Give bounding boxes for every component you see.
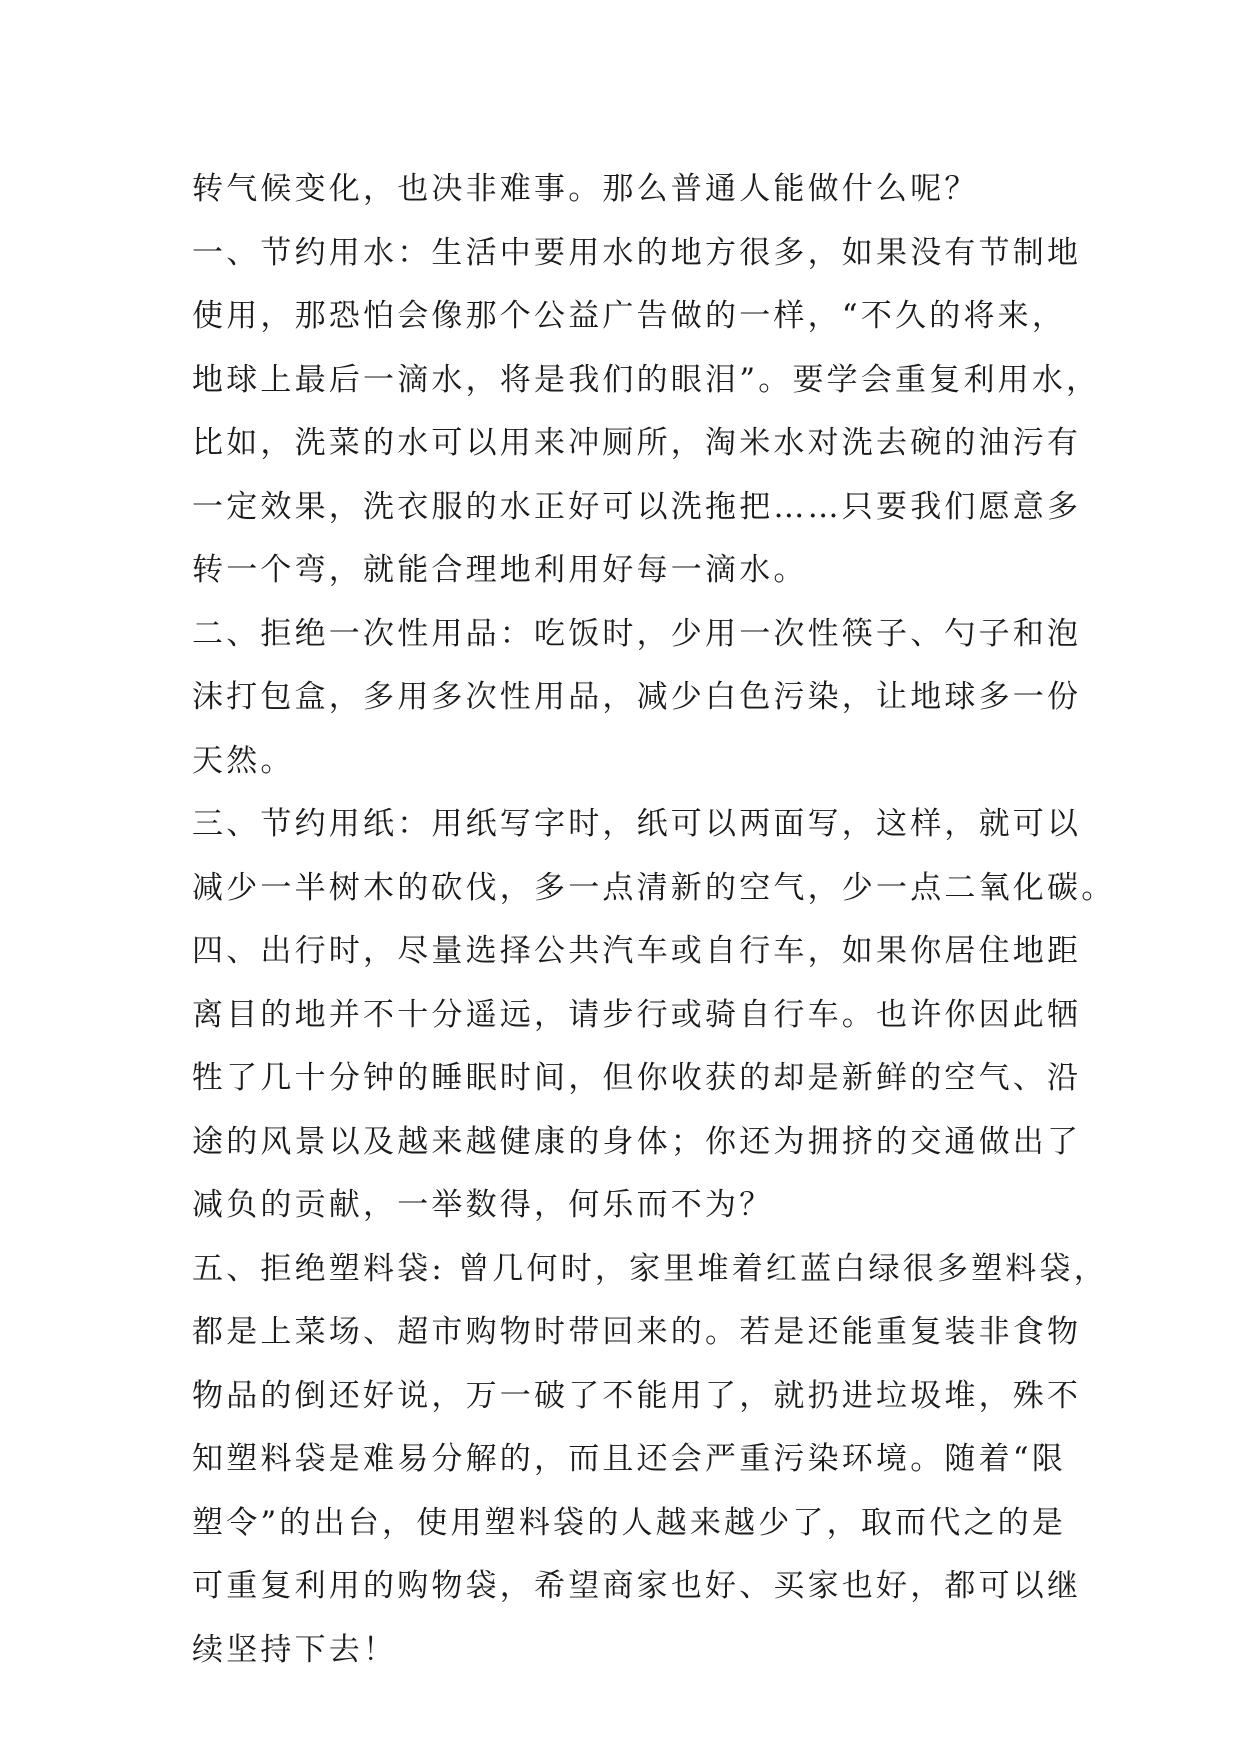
text-line: 都是上菜场、超市购物时带回来的。若是还能重复装非食物 (192, 1314, 1082, 1350)
text-line: 知塑料袋是难易分解的，而且还会严重污染环境。随着“限 (192, 1441, 1067, 1477)
text-line: 可重复利用的购物袋，希望商家也好、买家也好，都可以继 (192, 1568, 1082, 1604)
text-line: 转气候变化，也决非难事。那么普通人能做什么呢？ (192, 171, 979, 207)
text-line: 一、节约用水：生活中要用水的地方很多，如果没有节制地 (192, 234, 1082, 271)
text-line: 塑令”的出台，使用塑料袋的人越来越少了，取而代之的是 (192, 1504, 1067, 1541)
text-line: 二、拒绝一次性用品：吃饭时，少用一次性筷子、勺子和泡 (192, 615, 1082, 652)
text-line: 使用，那恐怕会像那个公益广告做的一样，“不久的将来， (192, 298, 1067, 334)
text-line: 离目的地并不十分遥远，请步行或骑自行车。也许你因此牺 (192, 996, 1082, 1033)
text-line: 四、出行时，尽量选择公共汽车或自行车，如果你居住地距 (192, 933, 1082, 969)
text-line: 牲了几十分钟的睡眠时间，但你收获的却是新鲜的空气、沿 (192, 1060, 1082, 1096)
text-line: 五、拒绝塑料袋: 曾几何时，家里堆着红蓝白绿很多塑料袋， (192, 1250, 1108, 1287)
text-line: 三、节约用纸：用纸写字时，纸可以两面写，这样，就可以 (192, 806, 1082, 842)
text-line: 地球上最后一滴水，将是我们的眼泪”。要学会重复利用水， (192, 361, 1101, 398)
text-line: 转一个弯，就能合理地利用好每一滴水。 (192, 552, 808, 588)
text-line: 减少一半树木的砍伐，多一点清新的空气，少一点二氧化碳。 (192, 869, 1116, 906)
body-text (192, 158, 1116, 1682)
text-line: 一定效果，洗衣服的水正好可以洗拖把……只要我们愿意多 (192, 488, 1082, 525)
text-line: 比如，洗菜的水可以用来冲厕所，淘米水对洗去碗的油污有 (192, 425, 1082, 461)
text-line: 续坚持下去！ (192, 1631, 398, 1668)
text-line: 物品的倒还好说，万一破了不能用了，就扔进垃圾堆，殊不 (192, 1377, 1082, 1414)
text-line: 减负的贡献，一举数得，何乐而不为？ (192, 1187, 774, 1223)
text-line: 天然。 (192, 742, 295, 779)
text-line: 沫打包盒，多用多次性用品，减少白色污染，让地球多一份 (192, 679, 1082, 715)
text-line: 途的风景以及越来越健康的身体；你还为拥挤的交通做出了 (192, 1123, 1082, 1160)
